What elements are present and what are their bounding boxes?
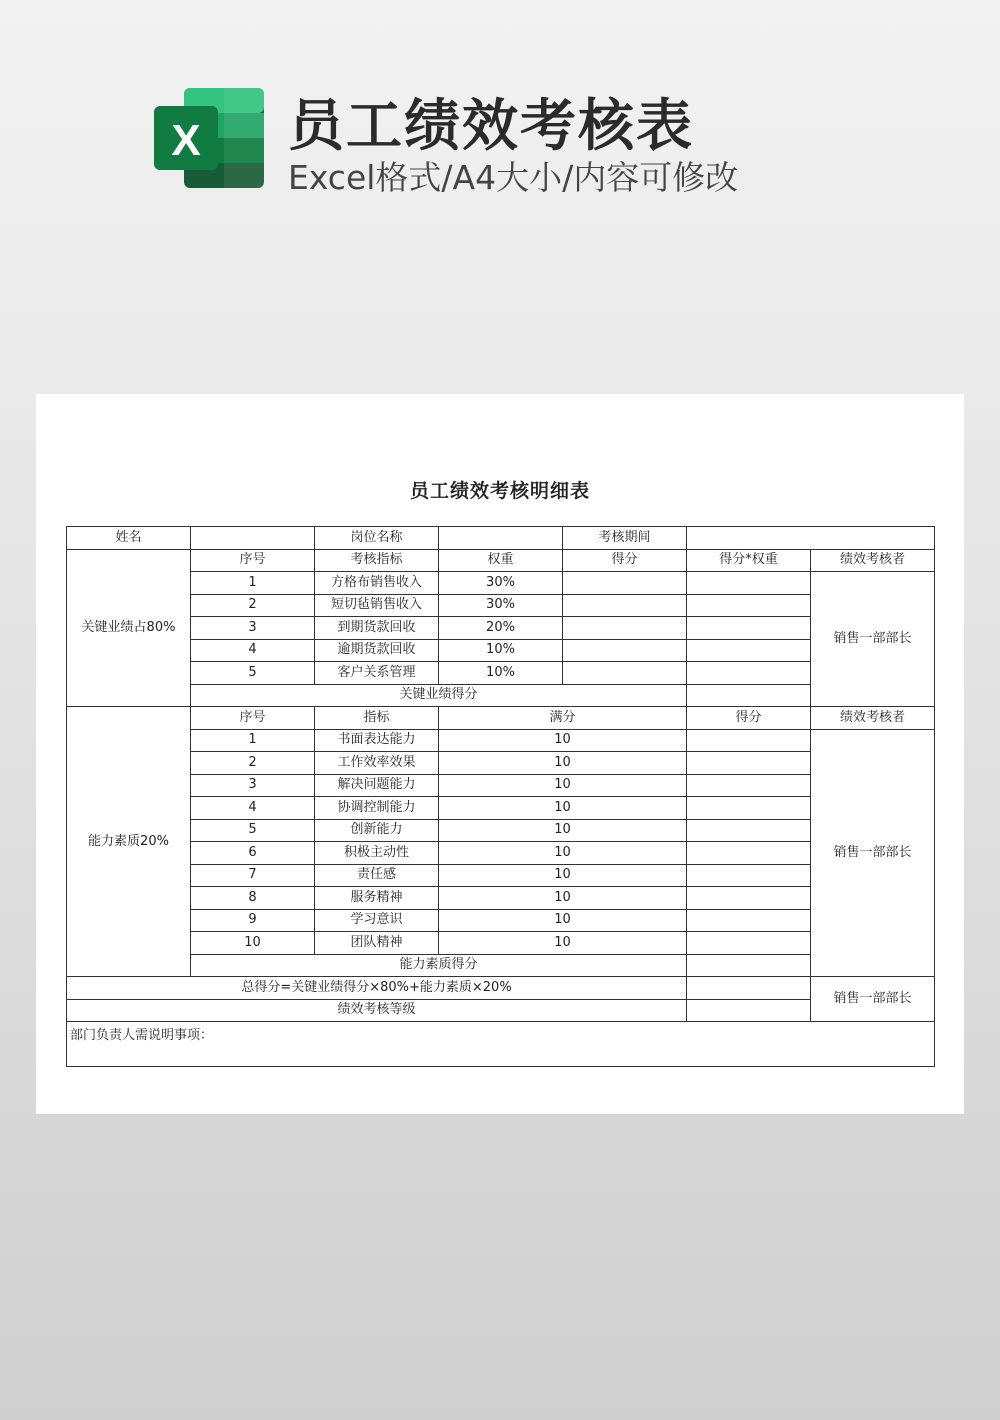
table-row <box>67 864 935 887</box>
ability-seq: 3 <box>191 774 315 797</box>
ability-full: 10 <box>439 909 687 932</box>
kpi-header-assessor: 绩效考核者 <box>811 549 935 572</box>
total-score-cell[interactable] <box>687 977 811 1000</box>
ability-score-cell[interactable] <box>687 797 811 820</box>
ability-header-seq: 序号 <box>191 707 315 730</box>
kpi-subtotal-cell[interactable] <box>687 684 811 707</box>
ability-indicator: 解决问题能力 <box>315 774 439 797</box>
kpi-seq: 1 <box>191 572 315 595</box>
ability-indicator: 团队精神 <box>315 932 439 955</box>
kpi-header-score: 得分 <box>563 549 687 572</box>
kpi-header-row <box>67 549 935 572</box>
ability-subtotal-row <box>67 954 935 977</box>
ability-seq: 2 <box>191 752 315 775</box>
ability-seq: 5 <box>191 819 315 842</box>
table-row <box>67 639 935 662</box>
ability-header-row <box>67 707 935 730</box>
total-row <box>67 977 935 1000</box>
position-value-cell[interactable] <box>439 527 563 550</box>
banner-title: 员工绩效考核表 <box>288 94 694 159</box>
ability-score-cell[interactable] <box>687 774 811 797</box>
ability-full: 10 <box>439 864 687 887</box>
period-value-cell[interactable] <box>687 527 935 550</box>
ability-seq: 7 <box>191 864 315 887</box>
ability-full: 10 <box>439 842 687 865</box>
kpi-weight: 10% <box>439 639 563 662</box>
table-row <box>67 774 935 797</box>
ability-score-cell[interactable] <box>687 909 811 932</box>
table-row <box>67 932 935 955</box>
ability-full: 10 <box>439 797 687 820</box>
kpi-indicator: 方格布销售收入 <box>315 572 439 595</box>
kpi-subtotal-label: 关键业绩得分 <box>191 684 687 707</box>
ability-full: 10 <box>439 887 687 910</box>
ability-indicator: 责任感 <box>315 864 439 887</box>
grade-label: 绩效考核等级 <box>67 999 687 1022</box>
kpi-header-indicator: 考核指标 <box>315 549 439 572</box>
kpi-score-cell[interactable] <box>563 572 687 595</box>
ability-seq: 6 <box>191 842 315 865</box>
notes-row <box>67 1022 935 1067</box>
table-row <box>67 909 935 932</box>
ability-header-indicator: 指标 <box>315 707 439 730</box>
ability-score-cell[interactable] <box>687 932 811 955</box>
period-label: 考核期间 <box>563 527 687 550</box>
kpi-seq: 4 <box>191 639 315 662</box>
kpi-weight: 30% <box>439 572 563 595</box>
grade-value-cell[interactable] <box>687 999 811 1022</box>
ability-seq: 10 <box>191 932 315 955</box>
ability-seq: 1 <box>191 729 315 752</box>
table-row <box>67 617 935 640</box>
ability-indicator: 工作效率效果 <box>315 752 439 775</box>
info-row <box>67 527 935 550</box>
logo-letter: X <box>171 116 201 165</box>
ability-indicator: 积极主动性 <box>315 842 439 865</box>
table-row <box>67 752 935 775</box>
ability-full: 10 <box>439 932 687 955</box>
ability-header-assessor: 绩效考核者 <box>811 707 935 730</box>
ability-section-label: 能力素质20% <box>67 707 191 977</box>
kpi-score-cell[interactable] <box>563 594 687 617</box>
table-row <box>67 662 935 685</box>
ability-seq: 8 <box>191 887 315 910</box>
name-value-cell[interactable] <box>191 527 315 550</box>
sheet-title: 员工绩效考核明细表 <box>409 480 590 502</box>
kpi-assessor: 销售一部部长 <box>811 572 935 707</box>
ability-score-cell[interactable] <box>687 887 811 910</box>
ability-score-cell[interactable] <box>687 864 811 887</box>
kpi-weighted-cell[interactable] <box>687 572 811 595</box>
table-row <box>67 887 935 910</box>
kpi-header-weight: 权重 <box>439 549 563 572</box>
kpi-score-cell[interactable] <box>563 639 687 662</box>
name-label: 姓名 <box>67 527 191 550</box>
total-formula: 总得分=关键业绩得分×80%+能力素质×20% <box>67 977 687 1000</box>
ability-full: 10 <box>439 774 687 797</box>
ability-full: 10 <box>439 729 687 752</box>
kpi-score-cell[interactable] <box>563 662 687 685</box>
ability-indicator: 创新能力 <box>315 819 439 842</box>
sheet-preview <box>36 394 964 1114</box>
ability-indicator: 书面表达能力 <box>315 729 439 752</box>
kpi-indicator: 到期货款回收 <box>315 617 439 640</box>
ability-header-score: 得分 <box>687 707 811 730</box>
ability-indicator: 协调控制能力 <box>315 797 439 820</box>
ability-header-full: 满分 <box>439 707 687 730</box>
banner <box>150 80 850 200</box>
ability-subtotal-label: 能力素质得分 <box>191 954 687 977</box>
kpi-section-label: 关键业绩占80% <box>67 549 191 707</box>
excel-logo-icon <box>154 88 264 188</box>
ability-score-cell[interactable] <box>687 729 811 752</box>
grade-row <box>67 999 935 1022</box>
kpi-indicator: 短切毡销售收入 <box>315 594 439 617</box>
ability-full: 10 <box>439 819 687 842</box>
kpi-weight: 20% <box>439 617 563 640</box>
kpi-seq: 5 <box>191 662 315 685</box>
kpi-indicator: 逾期货款回收 <box>315 639 439 662</box>
banner-subtitle: Excel格式/A4大小/内容可修改 <box>288 158 739 197</box>
notes-label[interactable]: 部门负责人需说明事项： <box>67 1022 935 1067</box>
ability-assessor: 销售一部部长 <box>811 729 935 977</box>
table-row <box>67 797 935 820</box>
kpi-weighted-cell[interactable] <box>687 594 811 617</box>
kpi-subtotal-row <box>67 684 935 707</box>
kpi-seq: 3 <box>191 617 315 640</box>
ability-score-cell[interactable] <box>687 842 811 865</box>
table-row <box>67 842 935 865</box>
kpi-weight: 10% <box>439 662 563 685</box>
table-row <box>67 819 935 842</box>
kpi-weighted-cell[interactable] <box>687 639 811 662</box>
ability-seq: 4 <box>191 797 315 820</box>
ability-full: 10 <box>439 752 687 775</box>
kpi-score-cell[interactable] <box>563 617 687 640</box>
table-row <box>67 594 935 617</box>
table-row <box>67 572 935 595</box>
ability-score-cell[interactable] <box>687 819 811 842</box>
kpi-weight: 30% <box>439 594 563 617</box>
assessment-table <box>66 526 935 1067</box>
kpi-weighted-cell[interactable] <box>687 617 811 640</box>
kpi-seq: 2 <box>191 594 315 617</box>
kpi-indicator: 客户关系管理 <box>315 662 439 685</box>
ability-score-cell[interactable] <box>687 752 811 775</box>
kpi-header-weighted: 得分*权重 <box>687 549 811 572</box>
ability-indicator: 学习意识 <box>315 909 439 932</box>
position-label: 岗位名称 <box>315 527 439 550</box>
ability-subtotal-cell[interactable] <box>687 954 811 977</box>
ability-seq: 9 <box>191 909 315 932</box>
table-row <box>67 729 935 752</box>
kpi-weighted-cell[interactable] <box>687 662 811 685</box>
ability-indicator: 服务精神 <box>315 887 439 910</box>
total-assessor: 销售一部部长 <box>811 977 935 1022</box>
kpi-header-seq: 序号 <box>191 549 315 572</box>
